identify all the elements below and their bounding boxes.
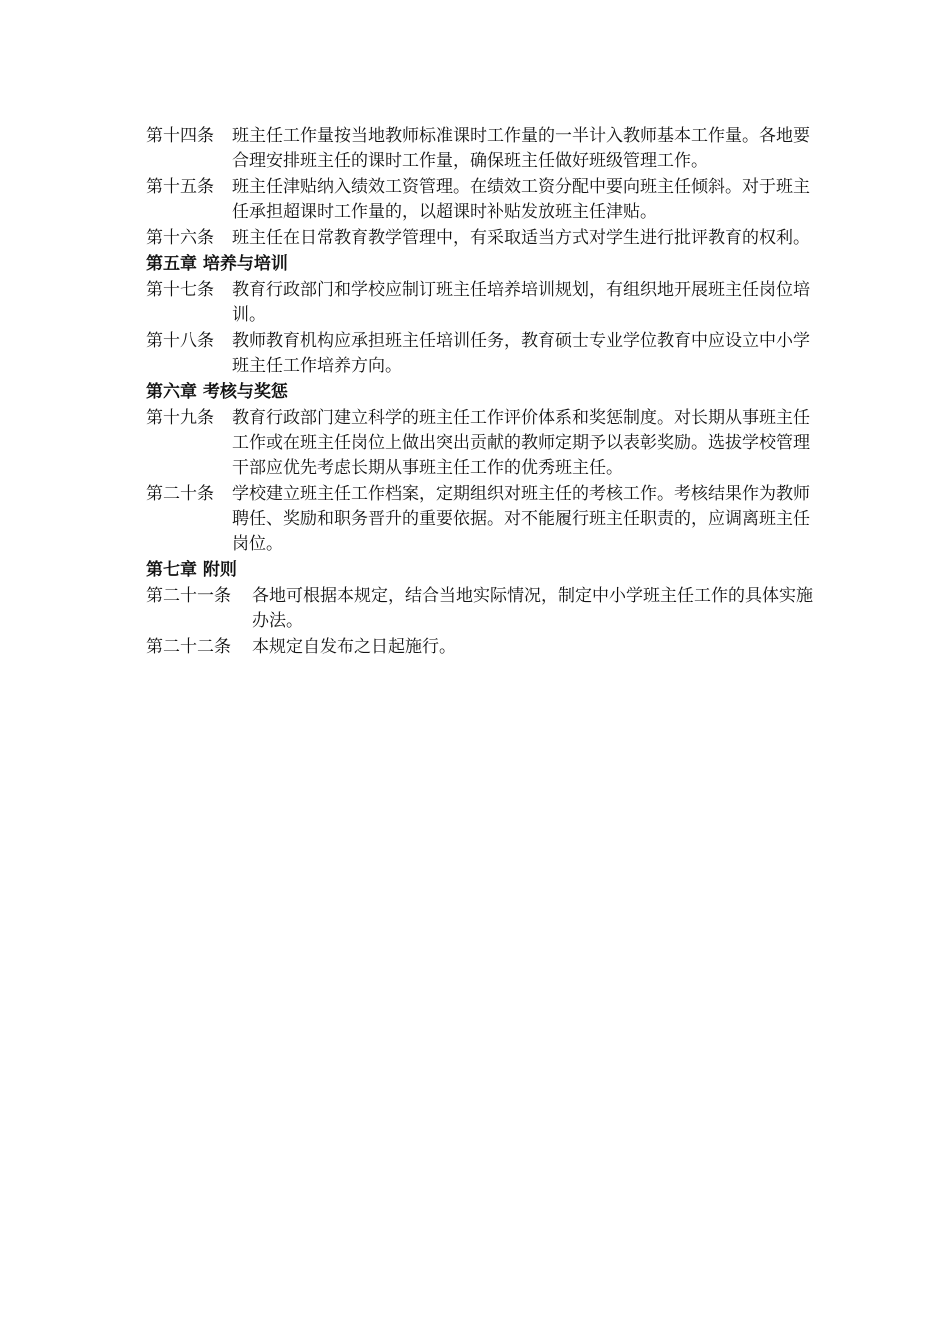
article-15	[146, 175, 826, 225]
article-number: 第二十条	[146, 484, 214, 504]
article-text: 本规定自发布之日起施行。	[252, 637, 456, 657]
article-text: 学校建立班主任工作档案，定期组织对班主任的考核工作。考核结果作为教师聘任、奖励和职务晋升的重要依据。对不能履行班主任职责的，应调离班主任岗位。	[232, 484, 810, 554]
article-number: 第十七条	[146, 280, 214, 300]
chapter-heading-6: 第六章 考核与奖惩	[146, 382, 288, 402]
article-number: 第二十二条	[146, 637, 231, 657]
article-number: 第十八条	[146, 331, 214, 351]
article-number: 第十九条	[146, 408, 214, 428]
article-text: 班主任津贴纳入绩效工资管理。在绩效工资分配中要向班主任倾斜。对于班主任承担超课时工作量的，以超课时补贴发放班主任津贴。	[232, 177, 810, 222]
article-number: 第十五条	[146, 177, 214, 197]
article-text: 教育行政部门和学校应制订班主任培养培训规划，有组织地开展班主任岗位培训。	[232, 280, 810, 325]
article-number: 第十六条	[146, 228, 214, 248]
article-18	[146, 329, 826, 379]
article-14	[146, 124, 826, 174]
chapter-heading-5: 第五章 培养与培训	[146, 254, 288, 274]
article-22	[146, 635, 826, 660]
article-21	[146, 584, 826, 634]
article-17	[146, 278, 826, 328]
article-19	[146, 406, 826, 481]
document-page	[146, 124, 826, 661]
article-text: 班主任在日常教育教学管理中，有采取适当方式对学生进行批评教育的权利。	[232, 228, 810, 248]
article-text: 班主任工作量按当地教师标准课时工作量的一半计入教师基本工作量。各地要合理安排班主任的课时工作量，确保班主任做好班级管理工作。	[232, 126, 810, 171]
article-20	[146, 482, 826, 557]
article-number: 第二十一条	[146, 586, 231, 606]
article-text: 各地可根据本规定，结合当地实际情况，制定中小学班主任工作的具体实施办法。	[252, 586, 813, 631]
article-text: 教师教育机构应承担班主任培训任务，教育硕士专业学位教育中应设立中小学班主任工作培养方向。	[232, 331, 810, 376]
article-16	[146, 226, 826, 251]
article-text: 教育行政部门建立科学的班主任工作评价体系和奖惩制度。对长期从事班主任工作或在班主任岗位上做出突出贡献的教师定期予以表彰奖励。选拔学校管理干部应优先考虑长期从事班主任工作的优秀班主任。	[232, 408, 810, 478]
article-number: 第十四条	[146, 126, 214, 146]
chapter-heading-7: 第七章 附则	[146, 560, 237, 580]
